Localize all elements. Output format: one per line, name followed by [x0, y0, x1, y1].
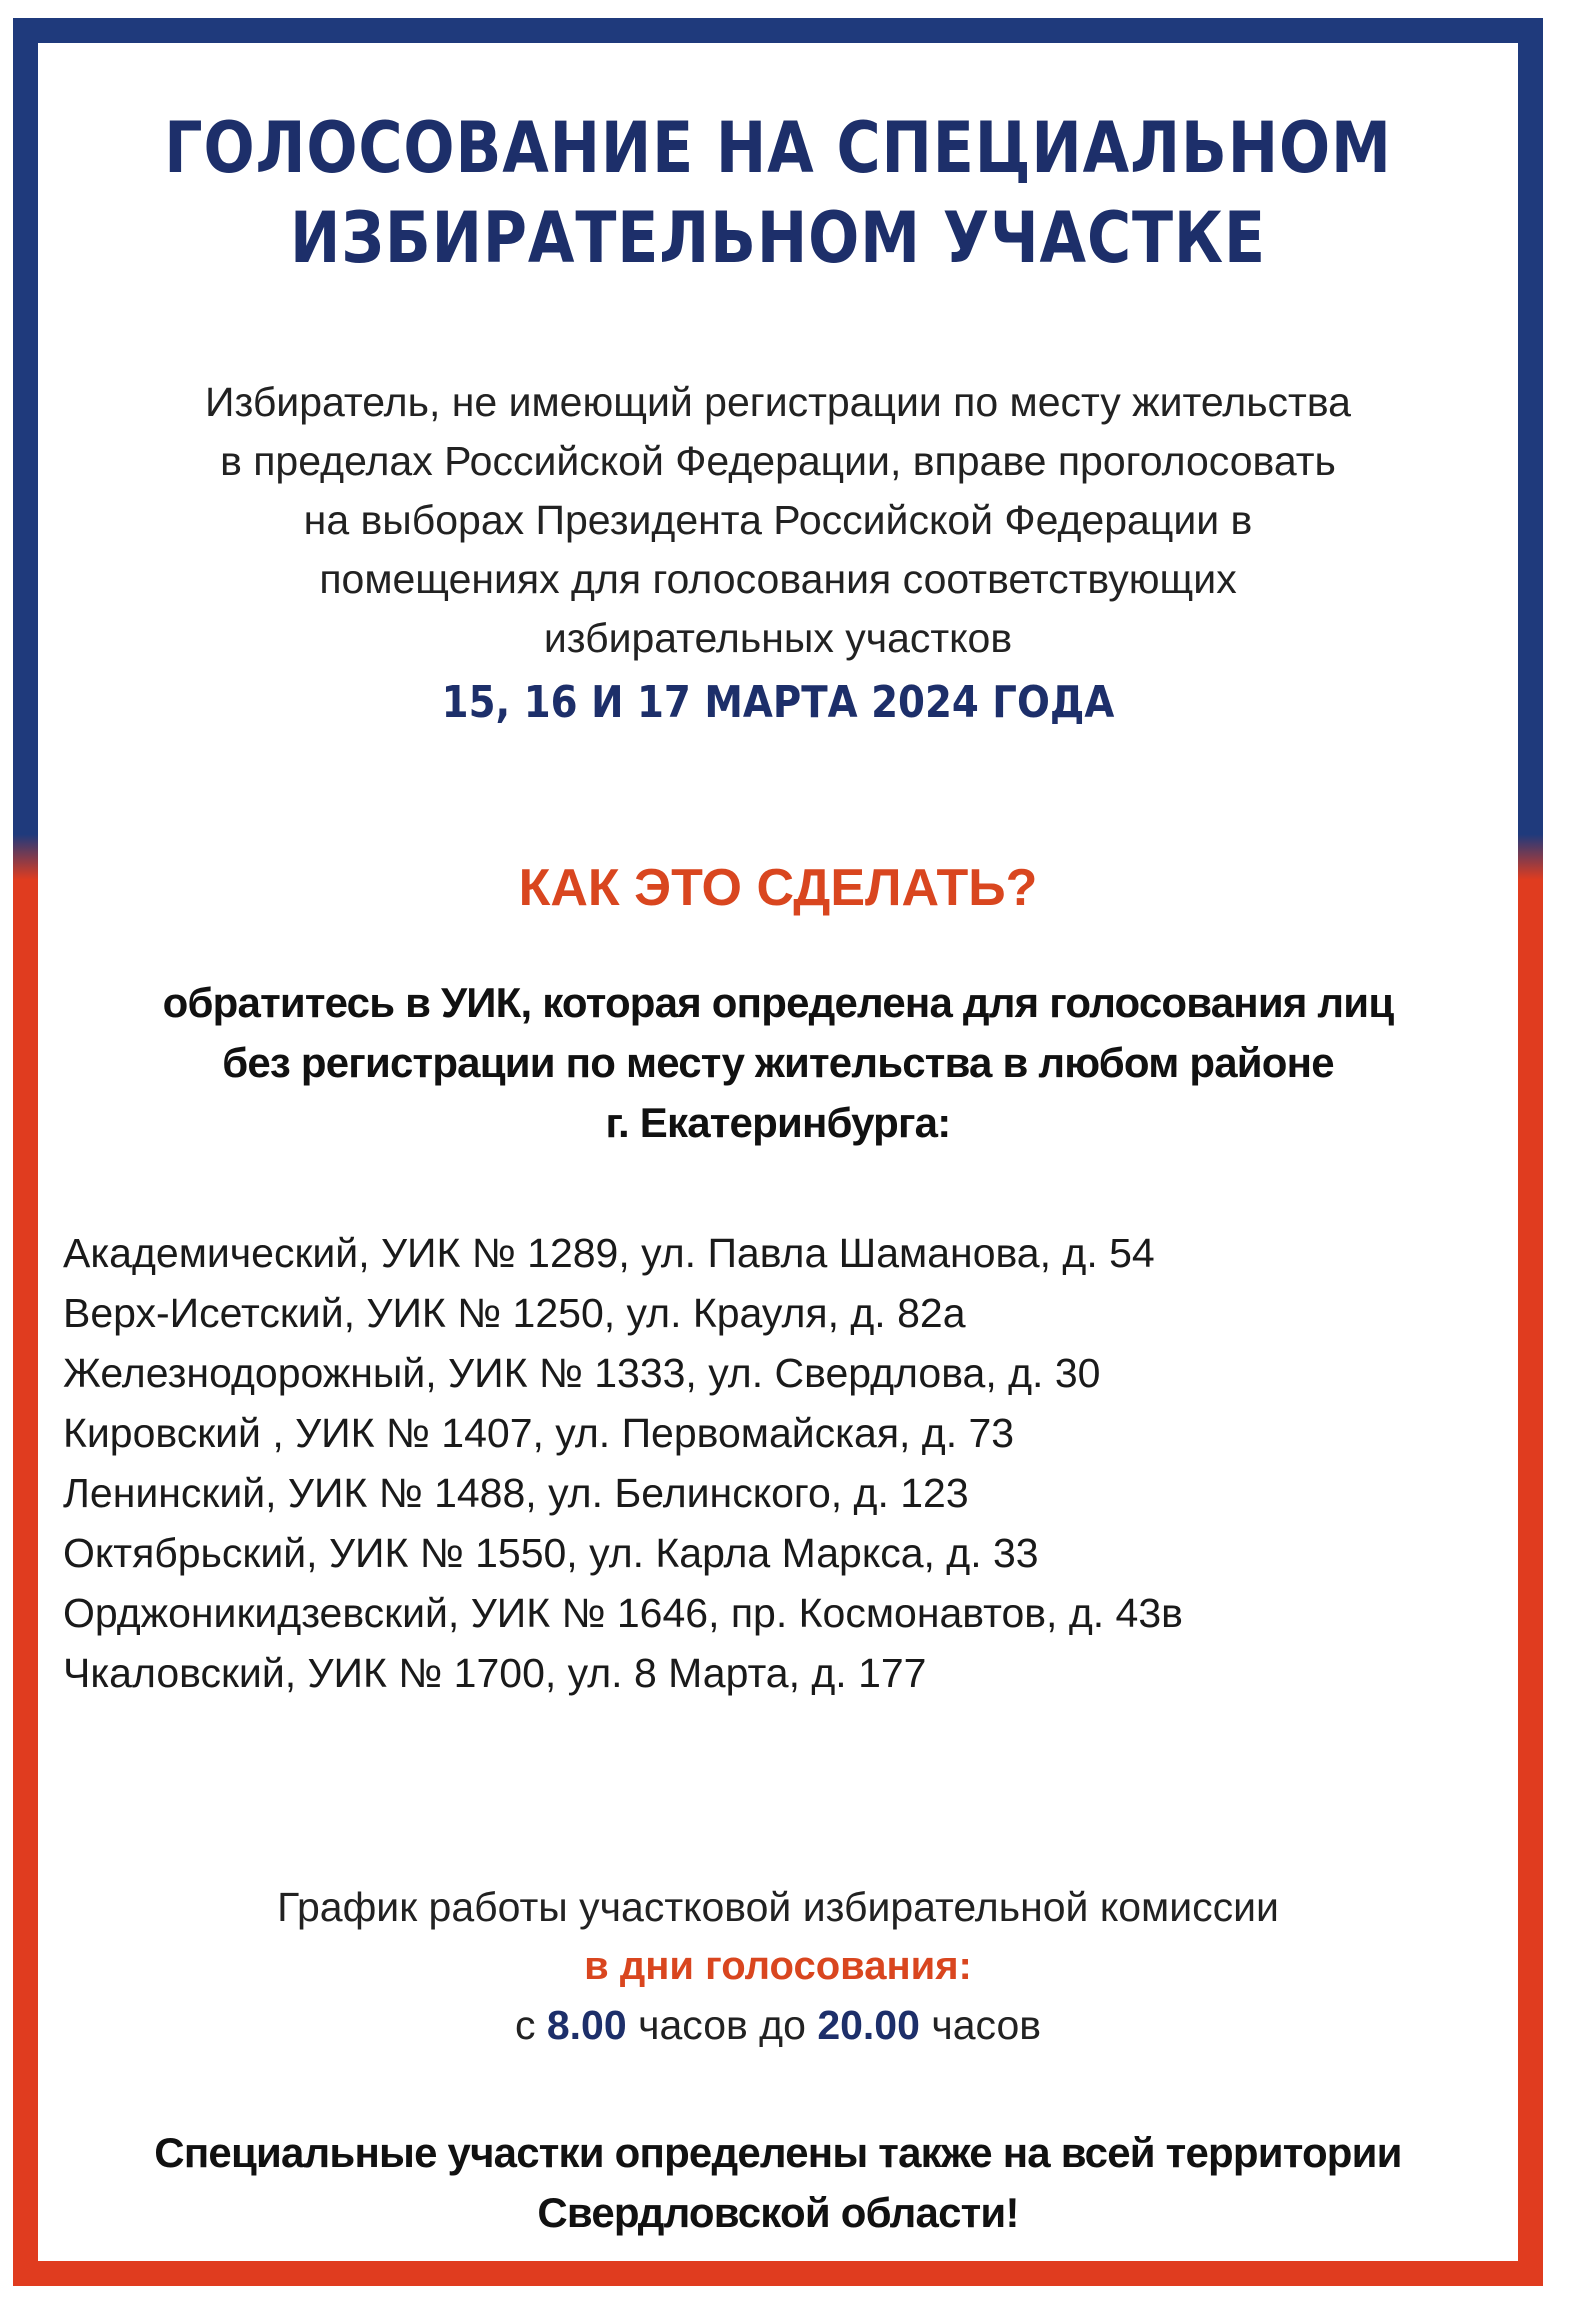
footer-line-1: Специальные участки определены также на всей территории — [154, 2129, 1402, 2176]
poster-sheet — [38, 43, 1518, 2261]
footer-note — [48, 2123, 1508, 2243]
uik-list — [63, 1223, 1503, 1703]
list-item: Орджоникидзевский, УИК № 1646, пр. Космонавтов, д. 43в — [63, 1590, 1183, 1636]
instructions-line-2: без регистрации по месту жительства в любом районе — [222, 1039, 1334, 1086]
list-item: Академический, УИК № 1289, ул. Павла Шаманова, д. 54 — [63, 1230, 1155, 1276]
poster-title — [142, 103, 1415, 283]
end-time: 20.00 — [817, 2002, 920, 2048]
how-to-heading: КАК ЭТО СДЕЛАТЬ? — [518, 859, 1038, 917]
instructions-line-1: обратитесь в УИК, которая определена для голосования лиц — [162, 979, 1394, 1026]
working-hours — [58, 1996, 1498, 2055]
start-time: 8.00 — [546, 2002, 627, 2048]
instructions-paragraph — [58, 973, 1498, 1153]
footer-line-2: Свердловской области! — [537, 2189, 1019, 2236]
schedule-block — [58, 1878, 1498, 2055]
intro-line-5: избирательных участков — [543, 615, 1013, 661]
title-line-2: ИЗБИРАТЕЛЬНОМ УЧАСТКЕ — [290, 197, 1266, 279]
list-item: Железнодорожный, УИК № 1333, ул. Свердлова, д. 30 — [63, 1350, 1101, 1396]
list-item: Верх-Исетский, УИК № 1250, ул. Крауля, д. 82а — [63, 1290, 966, 1336]
intro-line-4: помещениях для голосования соответствующих — [319, 556, 1237, 602]
intro-paragraph — [58, 373, 1498, 668]
voting-dates: 15, 16 И 17 МАРТА 2024 ГОДА — [441, 677, 1115, 728]
instructions-line-3: г. Екатеринбурга: — [605, 1099, 951, 1146]
intro-line-1: Избиратель, не имеющий регистрации по месту жительства — [205, 379, 1351, 425]
list-item: Октябрьский, УИК № 1550, ул. Карла Маркса, д. 33 — [63, 1530, 1039, 1576]
list-item: Чкаловский, УИК № 1700, ул. 8 Марта, д. 177 — [63, 1650, 927, 1696]
voting-days-label: в дни голосования: — [584, 1944, 972, 1988]
list-item: Ленинский, УИК № 1488, ул. Белинского, д. 123 — [63, 1470, 969, 1516]
intro-line-2: в пределах Российской Федерации, вправе проголосовать — [220, 438, 1336, 484]
intro-line-3: на выборах Президента Российской Федерации в — [303, 497, 1253, 543]
schedule-line: График работы участковой избирательной комиссии — [277, 1884, 1279, 1930]
list-item: Кировский , УИК № 1407, ул. Первомайская, д. 73 — [63, 1410, 1015, 1456]
hours-word-1: часов до — [638, 2002, 806, 2048]
title-line-1: ГОЛОСОВАНИЕ НА СПЕЦИАЛЬНОМ — [164, 107, 1392, 189]
hours-word-2: часов — [931, 2002, 1042, 2048]
hours-prefix: с — [514, 2002, 536, 2048]
